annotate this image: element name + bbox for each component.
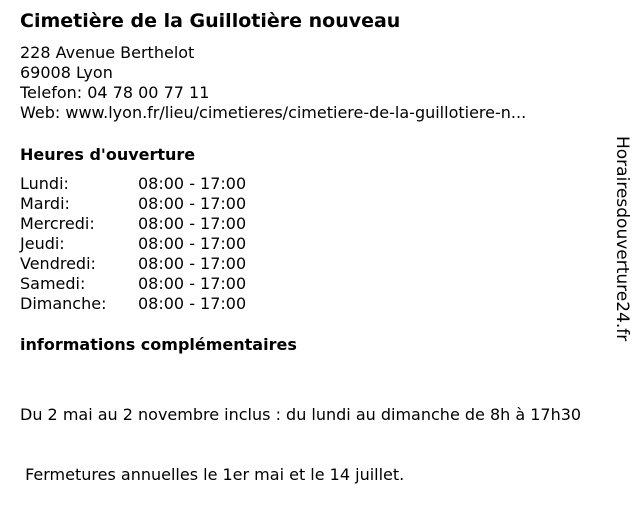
info-text	[20, 365, 581, 505]
hours-row-friday	[20, 254, 246, 274]
info-line-2: Fermetures annuelles le 1er mai et le 14 juillet.	[20, 465, 405, 484]
day-label: Mercredi:	[20, 214, 95, 233]
phone: Telefon: 04 78 00 77 11	[20, 83, 210, 102]
time-range: 08:00 - 17:00	[138, 294, 247, 313]
hours-row-thursday	[20, 234, 246, 254]
watermark-text: Horairesdouverture24.fr	[612, 136, 632, 342]
time-range: 08:00 - 17:00	[138, 274, 247, 293]
website: Web: www.lyon.fr/lieu/cimetieres/cimetiere-de-la-guillotiere-n...	[20, 103, 527, 122]
hours-table	[20, 174, 246, 314]
day-label: Jeudi:	[20, 234, 65, 253]
info-line-1: Du 2 mai au 2 novembre inclus : du lundi au dimanche de 8h à 17h30	[20, 405, 582, 424]
day-label: Mardi:	[20, 194, 70, 213]
hours-row-saturday	[20, 274, 246, 294]
day-label: Vendredi:	[20, 254, 96, 273]
street: 228 Avenue Berthelot	[20, 43, 195, 62]
day-label: Samedi:	[20, 274, 86, 293]
address-block	[20, 43, 526, 123]
info-heading: informations complémentaires	[20, 335, 297, 354]
time-range: 08:00 - 17:00	[138, 194, 247, 213]
hours-row-monday	[20, 174, 246, 194]
time-range: 08:00 - 17:00	[138, 174, 247, 193]
time-range: 08:00 - 17:00	[138, 214, 247, 233]
time-range: 08:00 - 17:00	[138, 254, 247, 273]
watermark	[612, 136, 634, 346]
time-range: 08:00 - 17:00	[138, 234, 247, 253]
city: 69008 Lyon	[20, 63, 113, 82]
hours-heading: Heures d'ouverture	[20, 145, 196, 164]
hours-row-sunday	[20, 294, 246, 314]
day-label: Lundi:	[20, 174, 69, 193]
day-label: Dimanche:	[20, 294, 107, 313]
hours-row-wednesday	[20, 214, 246, 234]
place-name: Cimetière de la Guillotière nouveau	[20, 10, 401, 32]
hours-row-tuesday	[20, 194, 246, 214]
